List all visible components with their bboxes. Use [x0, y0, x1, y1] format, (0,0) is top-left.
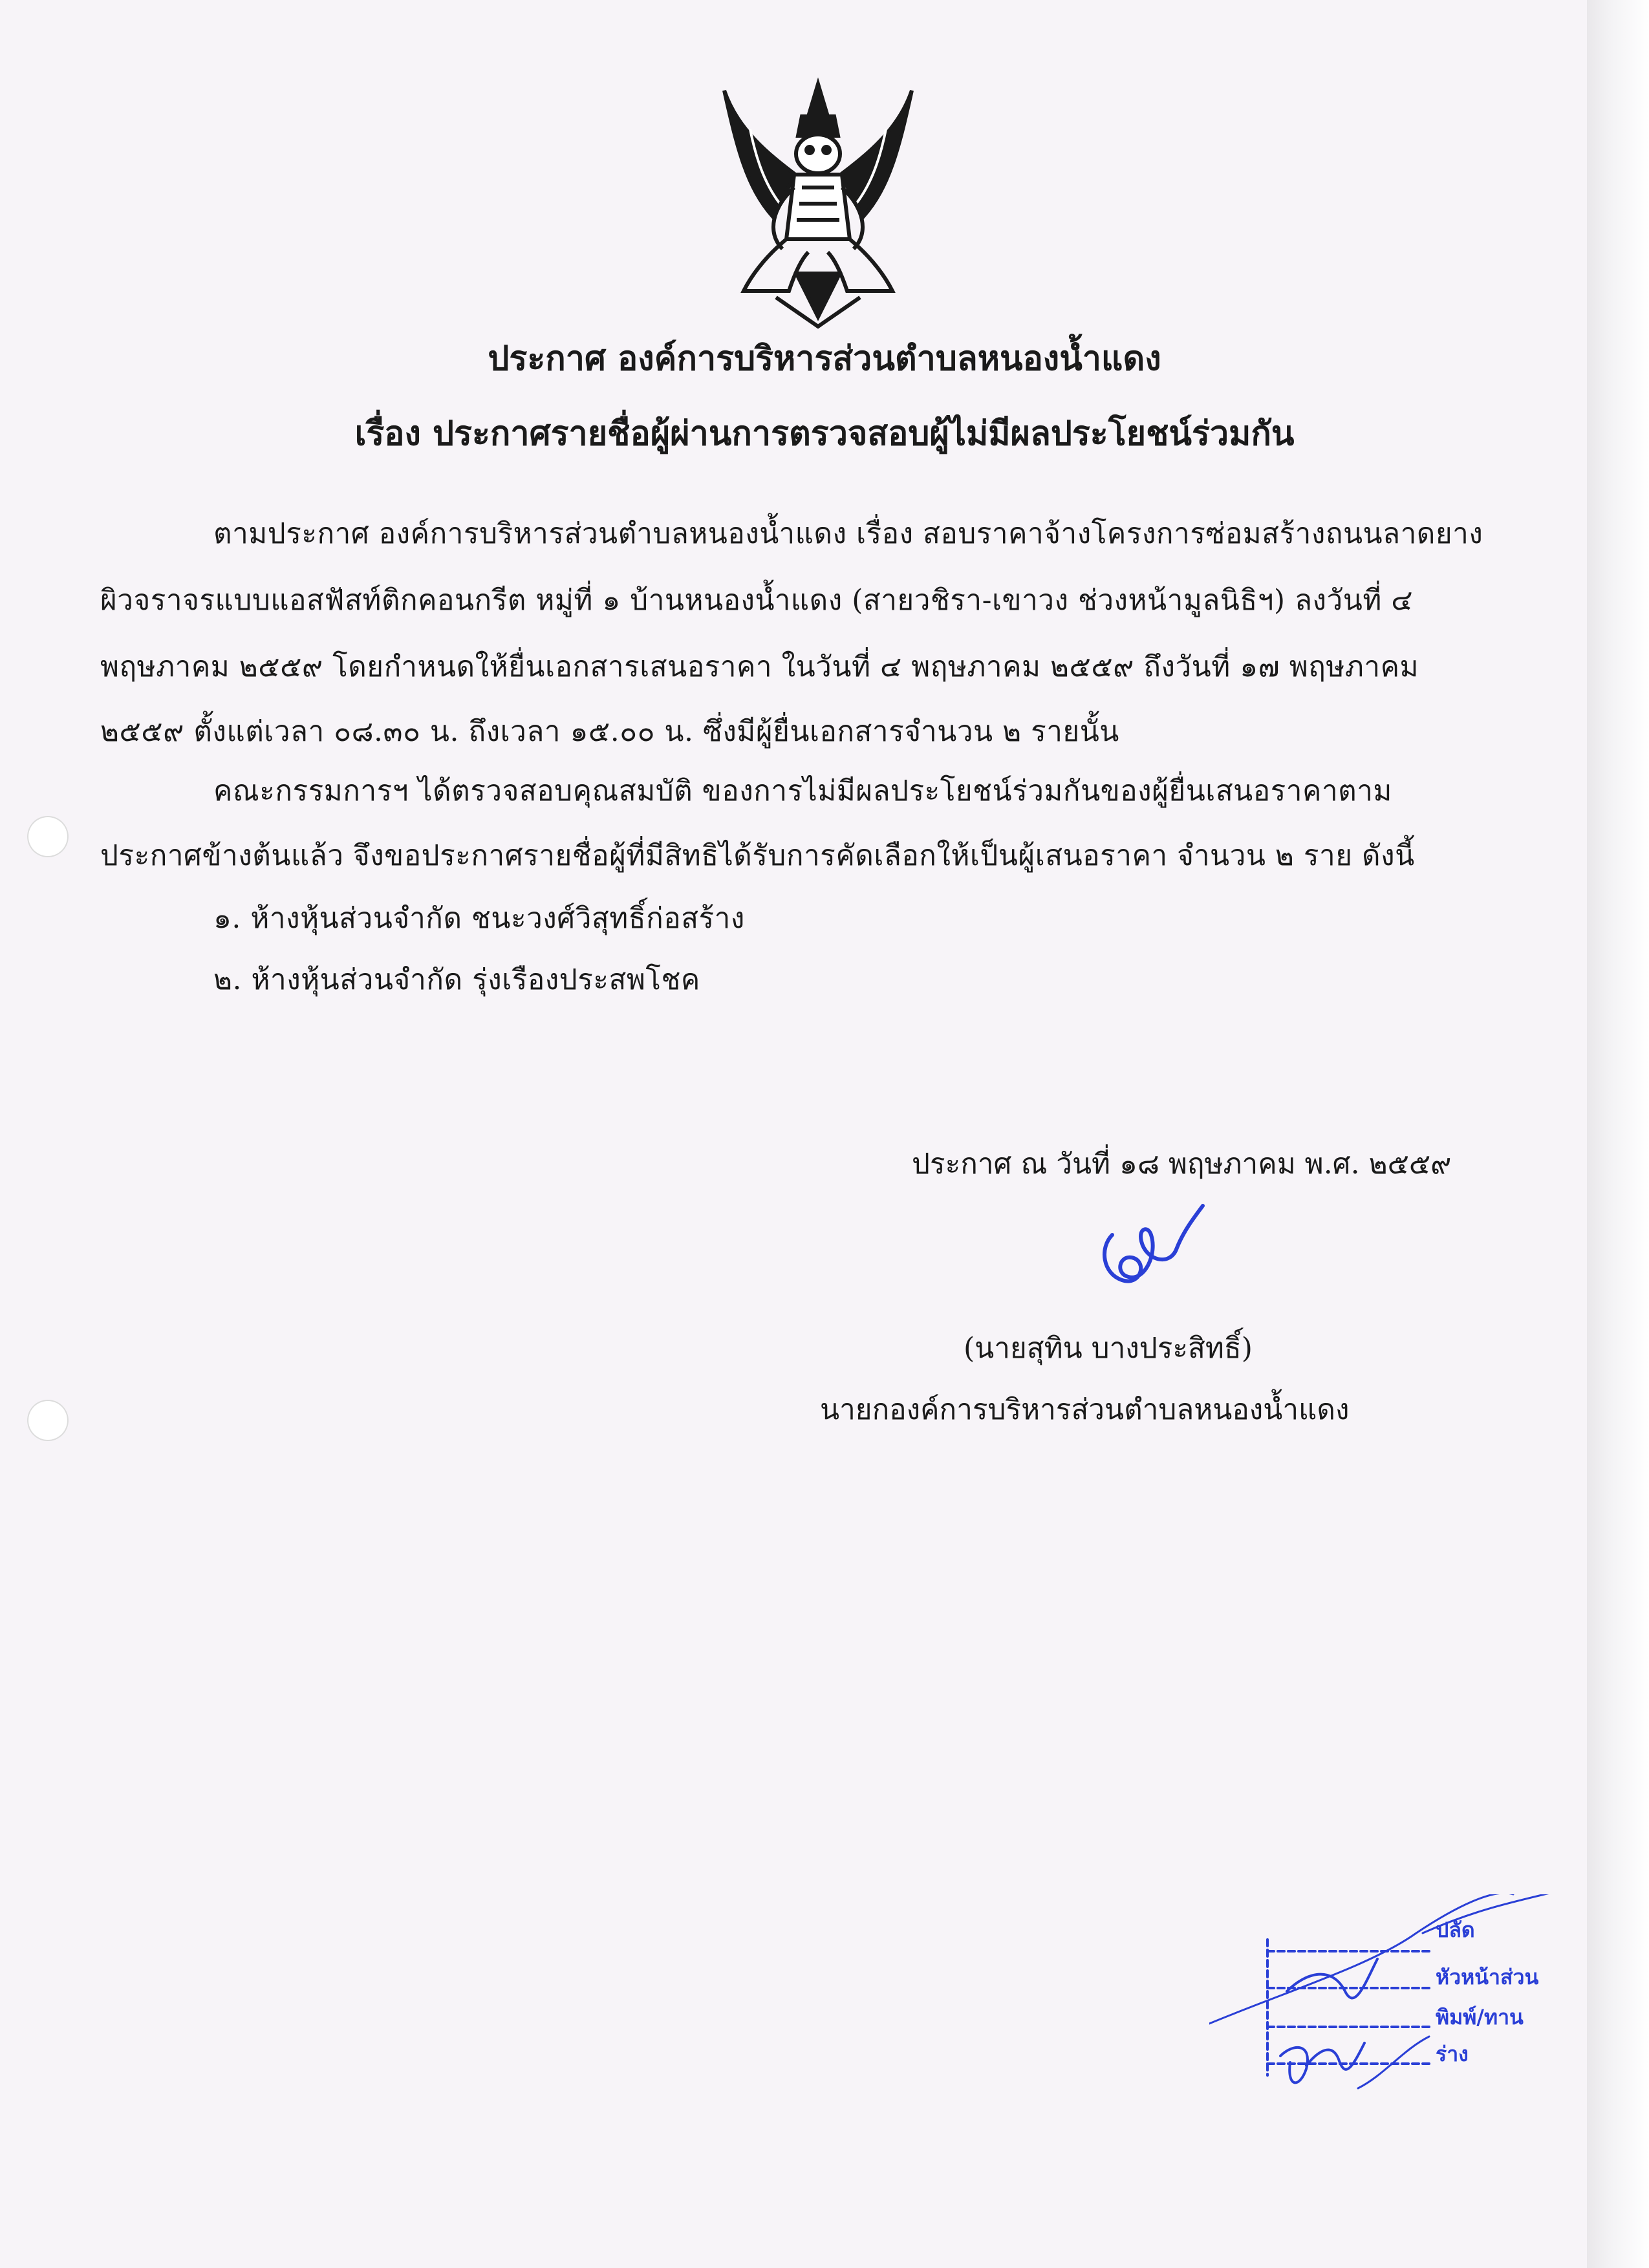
bidder-item: ๒. ห้างหุ้นส่วนจำกัด รุ่งเรืองประสพโชค	[213, 963, 700, 996]
announcement-date: ประกาศ ณ วันที่ ๑๘ พฤษภาคม พ.ศ. ๒๕๕๙	[912, 1148, 1452, 1181]
paragraph1-line2: ผิวจราจรแบบแอสฟัสท์ติกคอนกรีต หมู่ที่ ๑ บ้านหนองน้ำแดง (สายวชิรา-เขาวง ช่วงหน้ามูลนิธิฯ) ลงวันที่ ๔	[100, 584, 1414, 617]
bidder-item: ๑. ห้างหุ้นส่วนจำกัด ชนะวงศ์วิสุทธิ์ก่อสร้าง	[213, 902, 745, 935]
stamp-label: พิมพ์/ทาน	[1436, 2005, 1524, 2029]
paragraph1-line3: พฤษภาคม ๒๕๕๙ โดยกำหนดให้ยื่นเอกสารเสนอราคา ในวันที่ ๔ พฤษภาคม ๒๕๕๙ ถึงวันที่ ๑๗ พฤษภาคม	[100, 650, 1419, 683]
approval-stamp-icon	[1209, 1894, 1597, 2127]
paragraph1-line1: ตามประกาศ องค์การบริหารส่วนตำบลหนองน้ำแดง เรื่อง สอบราคาจ้างโครงการซ่อมสร้างถนนลาดยาง	[213, 517, 1483, 550]
paragraph1-line4: ๒๕๕๙ ตั้งแต่เวลา ๐๘.๓๐ น. ถึงเวลา ๑๕.๐๐ น. ซึ่งมีผู้ยื่นเอกสารจำนวน ๒ รายนั้น	[100, 715, 1119, 748]
stamp-label: หัวหน้าส่วน	[1436, 1965, 1539, 1989]
punch-hole-bottom	[27, 1400, 69, 1441]
announcement-title: ประกาศ องค์การบริหารส่วนตำบลหนองน้ำแดง	[488, 339, 1161, 378]
approval-stamp	[1209, 1894, 1597, 2127]
stamp-label: ปลัด	[1436, 1918, 1475, 1942]
stamp-label: ร่าง	[1436, 2042, 1469, 2066]
paragraph2-line1: คณะกรรมการฯ ได้ตรวจสอบคุณสมบัติ ของการไม่มีผลประโยชน์ร่วมกันของผู้ยื่นเสนอราคาตาม	[213, 775, 1392, 808]
paragraph2-line2: ประกาศข้างต้นแล้ว จึงขอประกาศรายชื่อผู้ที่มีสิทธิได้รับการคัดเลือกให้เป็นผู้เสนอราคา จำนวน ๒ ราย ดังนี้	[100, 839, 1415, 872]
garuda-emblem-icon	[711, 78, 925, 330]
signer-name: (นายสุทิน บางประสิทธิ์)	[964, 1332, 1253, 1365]
signer-title: นายกองค์การบริหารส่วนตำบลหนองน้ำแดง	[820, 1393, 1350, 1426]
signature-icon	[1086, 1196, 1209, 1300]
announcement-subject: เรื่อง ประกาศรายชื่อผู้ผ่านการตรวจสอบผู้ไม่มีผลประโยชน์ร่วมกัน	[354, 414, 1295, 453]
punch-hole-top	[27, 816, 69, 857]
